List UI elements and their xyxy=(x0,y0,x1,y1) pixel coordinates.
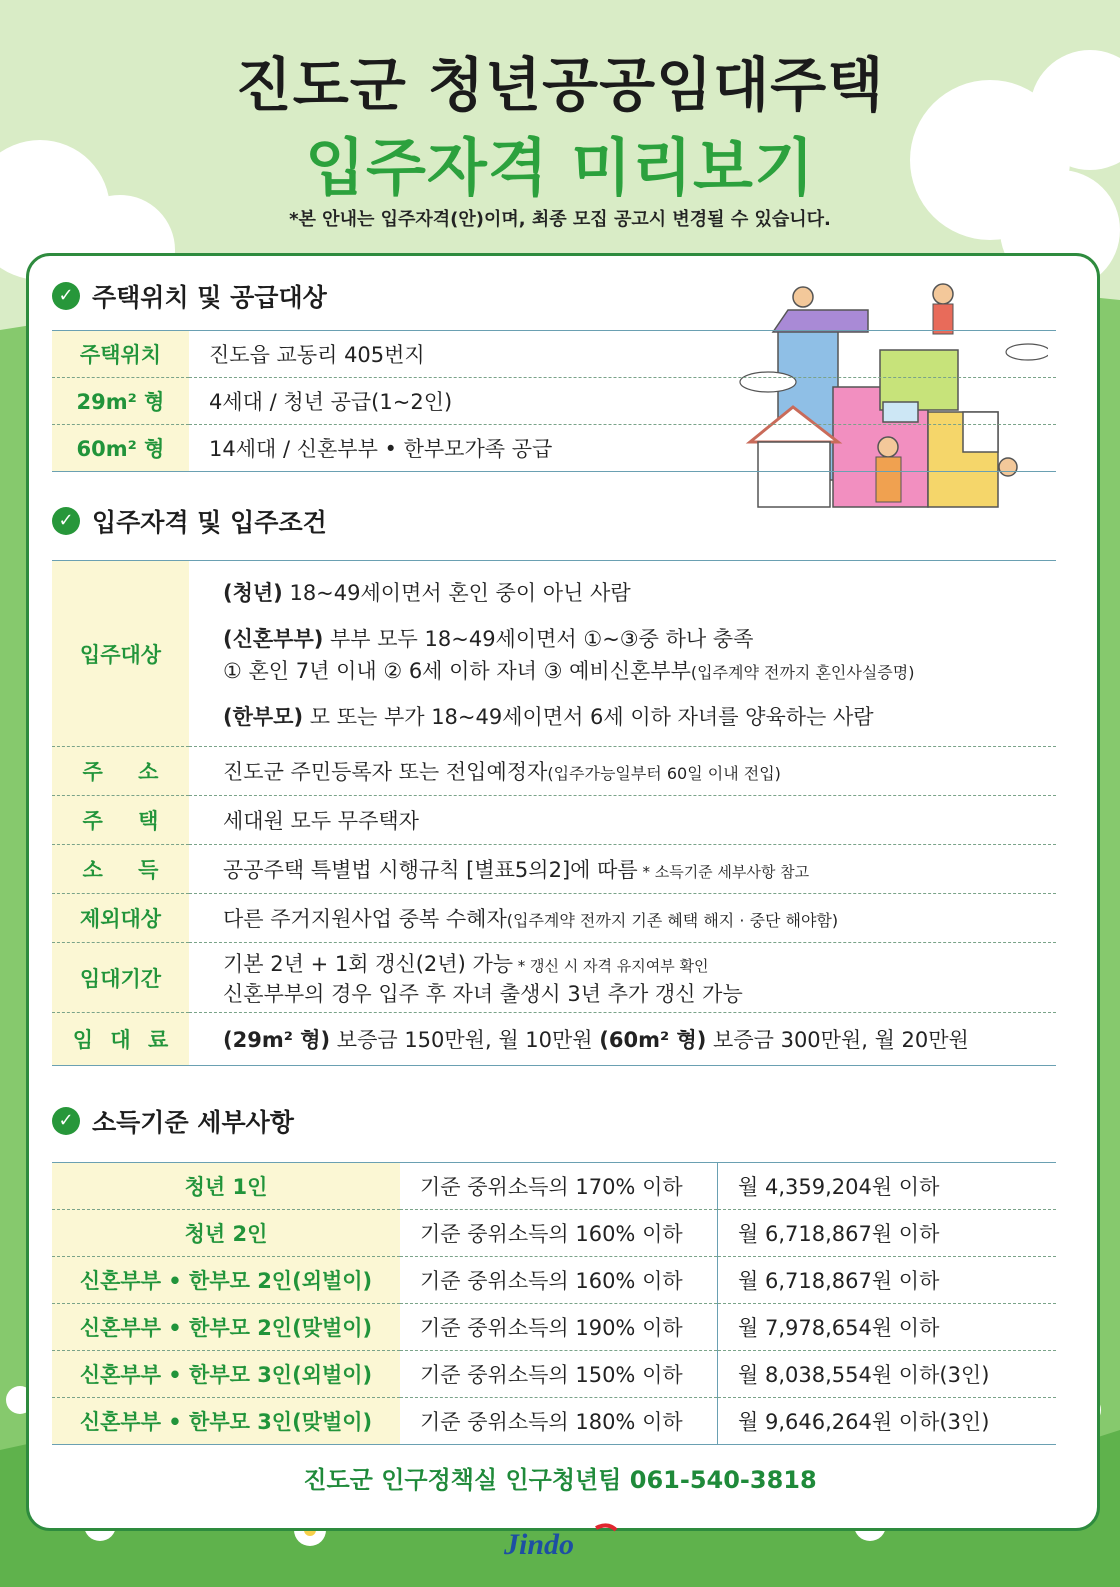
amount-cell: 월 7,978,654원 이하 xyxy=(718,1304,1057,1351)
newlywed-note: (입주계약 전까지 혼인사실증명) xyxy=(690,662,915,682)
jindo-logo xyxy=(500,1520,620,1566)
group-cell: 신혼부부 • 한부모 3인(맞벌이) xyxy=(52,1398,400,1445)
criteria-cell: 기준 중위소득의 180% 이하 xyxy=(400,1398,718,1445)
newlywed-conditions: ① 혼인 7년 이내 ② 6세 이하 자녀 ③ 예비신혼부부 xyxy=(223,658,691,683)
main-title: 진도군 청년공공임대주택 xyxy=(235,51,885,119)
amount-cell: 월 6,718,867원 이하 xyxy=(718,1257,1057,1304)
youth-label: (청년) xyxy=(223,580,283,605)
table-row xyxy=(52,1351,1056,1398)
section-title-location xyxy=(52,278,327,314)
row-value: 세대원 모두 무주택자 xyxy=(189,796,1056,845)
row-value: 4세대 / 청년 공급(1~2인) xyxy=(189,378,1056,425)
table-row xyxy=(52,1163,1056,1210)
table-row xyxy=(52,1304,1056,1351)
group-cell: 신혼부부 • 한부모 2인(맞벌이) xyxy=(52,1304,400,1351)
section-title-text: 소득기준 세부사항 xyxy=(92,1108,294,1137)
row-label: 소 득 xyxy=(52,845,189,894)
youth-text: 18~49세이면서 혼인 중이 아닌 사람 xyxy=(282,580,631,605)
group-cell: 청년 1인 xyxy=(52,1163,400,1210)
row-value xyxy=(189,845,1056,894)
single-parent-label: (한부모) xyxy=(223,704,304,729)
table-row xyxy=(52,796,1056,845)
section-title-text: 입주자격 및 입주조건 xyxy=(92,508,327,537)
contact-footer: 진도군 인구정책실 인구청년팀 061-540-3818 xyxy=(303,1466,817,1494)
group-cell: 신혼부부 • 한부모 2인(외벌이) xyxy=(52,1257,400,1304)
check-circle-icon: ✓ xyxy=(52,282,80,310)
single-parent-text: 모 또는 부가 18~49세이면서 6세 이하 자녀를 양육하는 사람 xyxy=(303,704,874,729)
row-label: 제외대상 xyxy=(52,894,189,943)
row-label: 60m² 형 xyxy=(52,425,189,472)
row-value: 14세대 / 신혼부부 • 한부모가족 공급 xyxy=(189,425,1056,472)
table-row xyxy=(52,747,1056,796)
location-table xyxy=(52,330,1056,472)
check-circle-icon: ✓ xyxy=(52,507,80,535)
rent-29-text: 보증금 150만원, 월 10만원 xyxy=(330,1028,600,1052)
newlywed-text: 부부 모두 18~49세이면서 ①~③중 하나 충족 xyxy=(323,626,754,651)
table-row xyxy=(52,425,1056,472)
group-cell: 신혼부부 • 한부모 3인(외벌이) xyxy=(52,1351,400,1398)
row-value xyxy=(189,1013,1056,1066)
row-label: 29m² 형 xyxy=(52,378,189,425)
notice-text: *본 안내는 입주자격(안)이며, 최종 모집 공고시 변경될 수 있습니다. xyxy=(289,209,831,230)
table-row xyxy=(52,1013,1056,1066)
table-row xyxy=(52,331,1056,378)
table-row xyxy=(52,378,1056,425)
income-note: * 소득기준 세부사항 참고 xyxy=(637,863,810,881)
amount-cell: 월 9,646,264원 이하(3인) xyxy=(718,1398,1057,1445)
newlywed-label: (신혼부부) xyxy=(223,626,324,651)
address-value: 진도군 주민등록자 또는 전입예정자 xyxy=(223,760,548,784)
row-label: 입주대상 xyxy=(52,561,189,747)
criteria-cell: 기준 중위소득의 170% 이하 xyxy=(400,1163,718,1210)
row-value xyxy=(189,561,1056,747)
row-value: 진도읍 교동리 405번지 xyxy=(189,331,1056,378)
sub-title: 입주자격 미리보기 xyxy=(305,131,815,204)
row-label: 주택위치 xyxy=(52,331,189,378)
period-note: * 갱신 시 자격 유지여부 확인 xyxy=(513,956,709,975)
row-value xyxy=(189,943,1056,1013)
table-row xyxy=(52,1210,1056,1257)
row-label: 주 택 xyxy=(52,796,189,845)
check-circle-icon: ✓ xyxy=(52,1107,80,1135)
criteria-cell: 기준 중위소득의 160% 이하 xyxy=(400,1257,718,1304)
section-title-income xyxy=(52,1103,294,1139)
svg-text:Jindo: Jindo xyxy=(504,1528,575,1561)
criteria-cell: 기준 중위소득의 150% 이하 xyxy=(400,1351,718,1398)
amount-cell: 월 4,359,204원 이하 xyxy=(718,1163,1057,1210)
amount-cell: 월 8,038,554원 이하(3인) xyxy=(718,1351,1057,1398)
income-table xyxy=(52,1162,1056,1445)
row-label: 임대기간 xyxy=(52,943,189,1013)
criteria-cell: 기준 중위소득의 160% 이하 xyxy=(400,1210,718,1257)
group-cell: 청년 2인 xyxy=(52,1210,400,1257)
address-note: (입주가능일부터 60일 이내 전입) xyxy=(547,764,781,783)
rent-29-label: (29m² 형) xyxy=(223,1028,331,1052)
section-title-text: 주택위치 및 공급대상 xyxy=(92,283,327,312)
exclude-value: 다른 주거지원사업 중복 수혜자 xyxy=(223,907,507,931)
section-title-eligibility xyxy=(52,503,327,539)
exclude-note: (입주계약 전까지 기존 혜택 해지 · 중단 해야함) xyxy=(506,911,839,930)
rent-60-text: 보증금 300만원, 월 20만원 xyxy=(706,1028,969,1052)
period-line1: 기본 2년 + 1회 갱신(2년) 가능 xyxy=(223,951,514,976)
amount-cell: 월 6,718,867원 이하 xyxy=(718,1210,1057,1257)
row-value xyxy=(189,894,1056,943)
table-row xyxy=(52,845,1056,894)
table-row xyxy=(52,561,1056,747)
income-value: 공공주택 특별법 시행규칙 [별표5의2]에 따름 xyxy=(223,858,638,882)
row-label: 임 대 료 xyxy=(52,1013,189,1066)
criteria-cell: 기준 중위소득의 190% 이하 xyxy=(400,1304,718,1351)
table-row xyxy=(52,943,1056,1013)
table-row xyxy=(52,1257,1056,1304)
period-line2: 신혼부부의 경우 입주 후 자녀 출생시 3년 추가 갱신 가능 xyxy=(223,981,743,1006)
table-row xyxy=(52,894,1056,943)
rent-60-label: (60m² 형) xyxy=(599,1028,707,1052)
row-label: 주 소 xyxy=(52,747,189,796)
eligibility-table xyxy=(52,560,1056,1066)
table-row xyxy=(52,1398,1056,1445)
row-value xyxy=(189,747,1056,796)
